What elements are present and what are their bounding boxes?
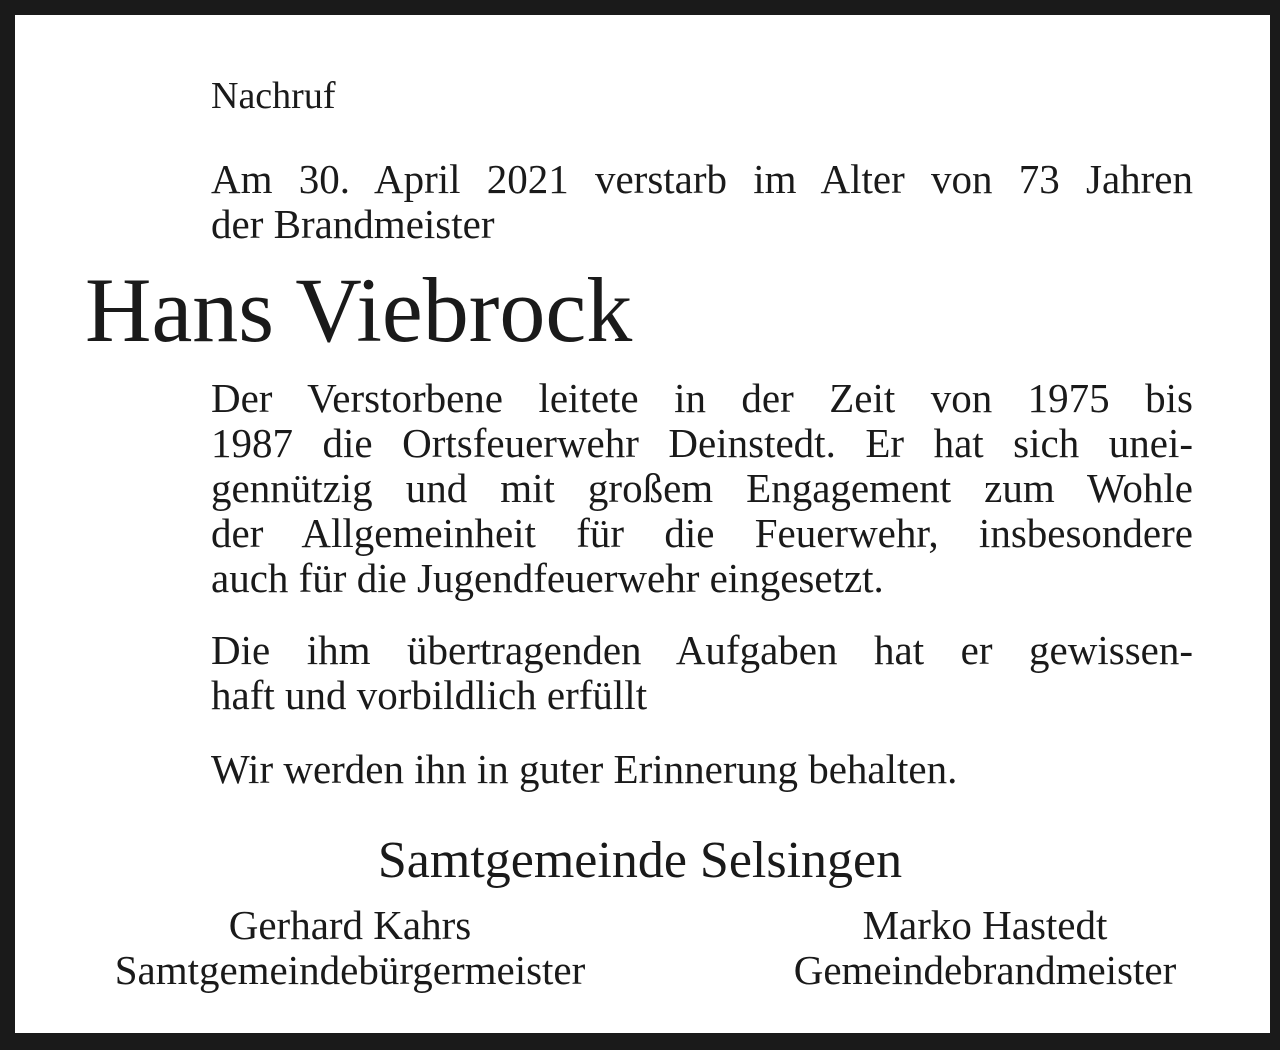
notice-heading: Nachruf: [211, 75, 336, 117]
duties-paragraph: [211, 628, 1193, 718]
intro-line: der Brandmeister: [211, 201, 495, 247]
biography-line: auch für die Jugendfeuerwehr eingesetzt.: [211, 555, 884, 601]
closing-paragraph: [211, 747, 1193, 792]
closing-line: Wir werden ihn in guter Erinnerung behalten.: [211, 746, 958, 792]
biography-line: 1987 die Ortsfeuerwehr Deinstedt. Er hat sich unei-: [211, 420, 1193, 466]
deceased-name: Hans Viebrock: [85, 259, 633, 361]
signatory-name: Gerhard Kahrs: [228, 902, 472, 948]
duties-line: haft und vorbildlich erfüllt: [211, 672, 648, 718]
signatory-name: Marko Hastedt: [862, 902, 1108, 948]
biography-line: gennützig und mit großem Engagement zum Wohle: [211, 465, 1193, 511]
biography-line: der Allgemeinheit für die Feuerwehr, insbesondere: [211, 510, 1193, 556]
duties-line: Die ihm übertragenden Aufgaben hat er gewissen-: [211, 627, 1193, 673]
organization-name: Samtgemeinde Selsingen: [377, 832, 903, 889]
signatory-title: Samtgemeindebürgermeister: [114, 947, 586, 993]
biography-paragraph: [211, 376, 1193, 601]
intro-line: Am 30. April 2021 verstarb im Alter von 73 Jahren: [211, 156, 1193, 202]
signatory-title: Gemeindebrandmeister: [793, 947, 1177, 993]
biography-line: Der Verstorbene leitete in der Zeit von 1975 bis: [211, 375, 1193, 421]
intro-paragraph: [211, 157, 1193, 247]
